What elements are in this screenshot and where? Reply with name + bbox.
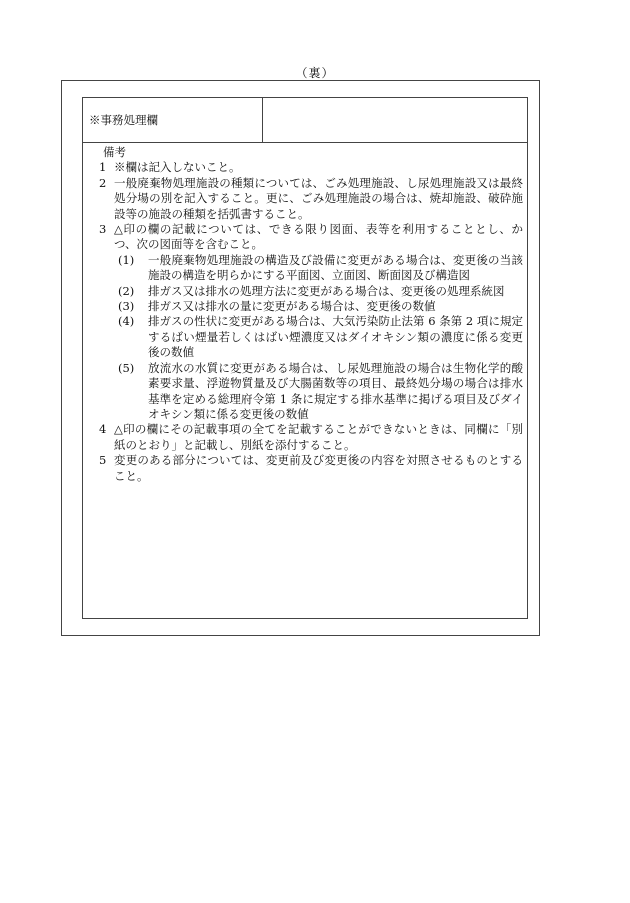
- sub-item-number: (1): [118, 252, 135, 267]
- sub-item-text: 放流水の水質に変更がある場合は、し尿処理施設の場合は生物化学的酸素要求量、浮遊物質量及び大腸菌数等の項目、最終処分場の場合は排水基準を定める総理府令第 1 条に規定する排水基準に掲げる項目及びダイオキシン類に係る変更後の数値: [148, 360, 523, 421]
- notes-section: [99, 145, 523, 484]
- office-use-row: [83, 98, 527, 143]
- note-sub-item: [99, 284, 523, 299]
- note-number: 5: [99, 453, 107, 468]
- form-inner-frame: [82, 97, 528, 619]
- note-text: 一般廃棄物処理施設の種類については、ごみ処理施設、し尿処理施設又は最終処分場の別を記入すること。更に、ごみ処理施設の場合は、焼却施設、破砕施設等の施設の種類を括弧書すること。: [114, 175, 523, 221]
- sub-item-text: 一般廃棄物処理施設の構造及び設備に変更がある場合は、変更後の当該施設の構造を明らかにする平面図、立面図、断面図及び構造図: [148, 252, 523, 283]
- note-item: [99, 422, 523, 453]
- note-number: 3: [99, 222, 107, 237]
- note-item: [99, 453, 523, 484]
- sub-item-number: (4): [118, 314, 135, 329]
- office-use-field[interactable]: [263, 98, 527, 142]
- note-text: ※欄は記入しないこと。: [114, 160, 241, 175]
- sub-item-number: (3): [118, 299, 135, 314]
- note-number: 2: [99, 175, 107, 190]
- notes-title: 備考: [103, 145, 126, 159]
- sub-item-text: 排ガスの性状に変更がある場合は、大気汚染防止法第 6 条第 2 項に規定するばい煙量若しくはばい煙濃度又はダイオキシン類の濃度に係る変更後の数値: [148, 314, 523, 360]
- note-text: 変更のある部分については、変更前及び変更後の内容を対照させるものとすること。: [114, 453, 523, 483]
- sub-item-number: (2): [118, 283, 135, 298]
- office-use-label: ※事務処理欄: [83, 98, 263, 142]
- note-sub-item: [99, 361, 523, 423]
- sub-item-text: 排ガス又は排水の量に変更がある場合は、変更後の数値: [148, 299, 436, 314]
- note-sub-item: [99, 253, 523, 284]
- note-sub-item: [99, 299, 523, 314]
- note-number: 1: [99, 160, 107, 175]
- note-item: [99, 222, 523, 253]
- sub-item-text: 排ガス又は排水の処理方法に変更がある場合は、変更後の処理系統図: [148, 283, 505, 298]
- sub-item-number: (5): [118, 360, 135, 375]
- note-item: [99, 176, 523, 222]
- note-item: [99, 160, 523, 175]
- note-number: 4: [99, 422, 107, 437]
- page-side-label: （裏）: [295, 66, 335, 80]
- note-text: △印の欄の記載については、できる限り図面、表等を利用することとし、かつ、次の図面等を含むこと。: [114, 222, 523, 252]
- note-sub-item: [99, 314, 523, 360]
- note-text: △印の欄にその記載事項の全てを記載することができないときは、同欄に「別紙のとおり」と記載し、別紙を添付すること。: [114, 422, 523, 452]
